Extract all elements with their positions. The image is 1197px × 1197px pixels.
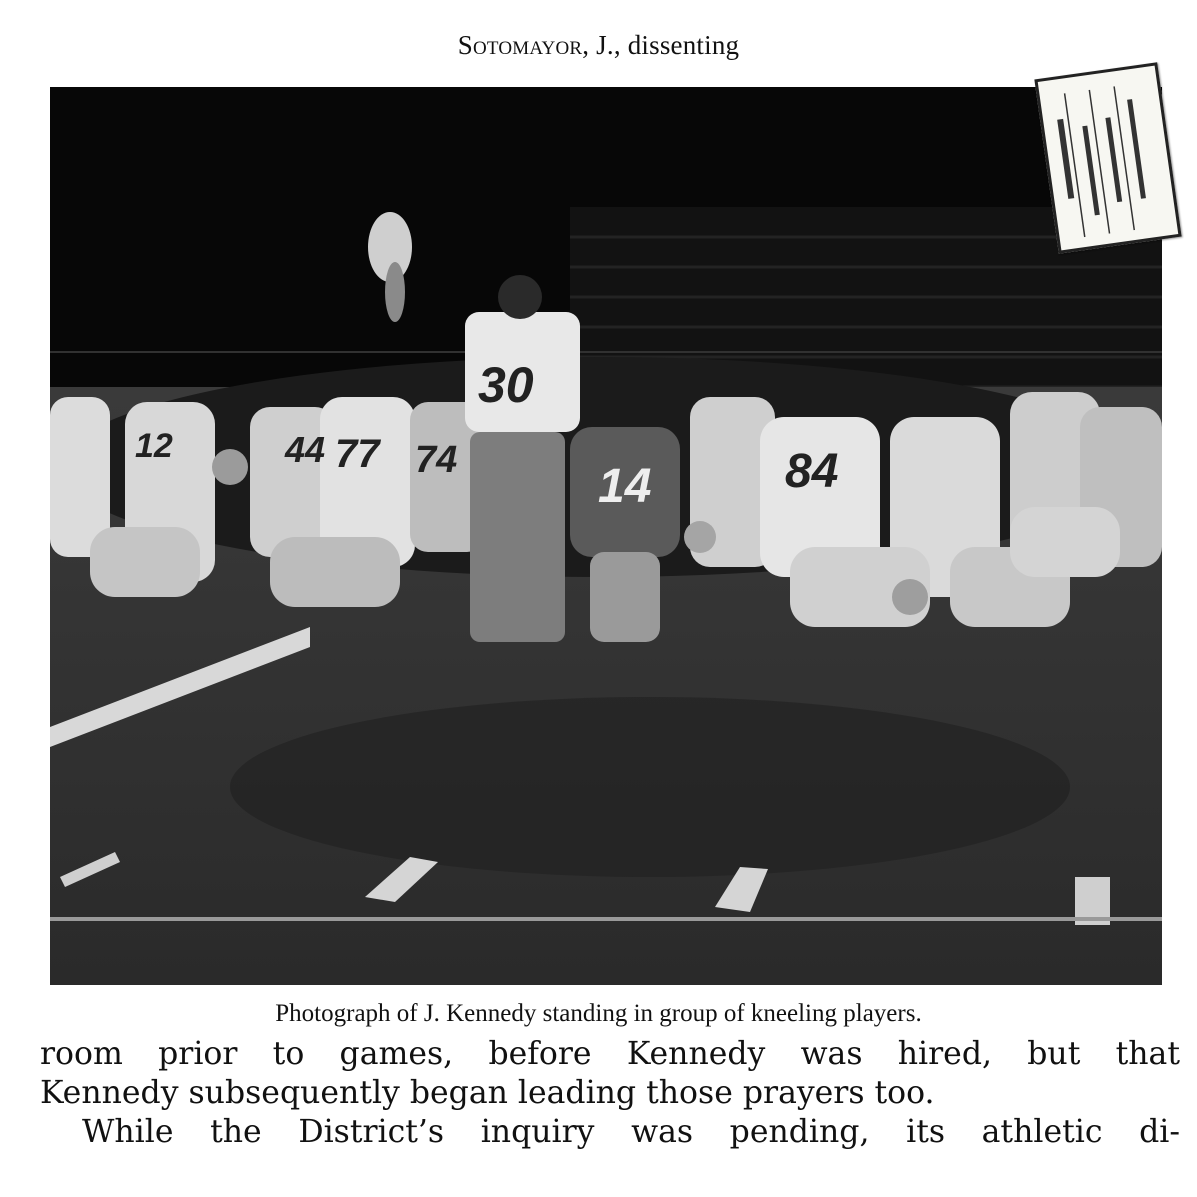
exhibit-sticker xyxy=(1034,62,1181,254)
justice-name: Sotomayor xyxy=(457,30,583,60)
jersey-14: 14 xyxy=(598,460,652,513)
jersey-77: 77 xyxy=(335,432,380,476)
running-header xyxy=(0,30,1197,61)
jersey-12: 12 xyxy=(135,427,173,465)
jersey-84: 84 xyxy=(785,445,839,498)
jersey-74: 74 xyxy=(415,439,458,481)
header-suffix: , J., dissenting xyxy=(582,30,740,60)
field-shadow xyxy=(230,697,1070,877)
jersey-44: 44 xyxy=(285,429,326,470)
sticker-markings xyxy=(1038,66,1179,251)
figure-caption: Photograph of J. Kennedy standing in group of kneeling players. xyxy=(275,1000,922,1027)
body-line: room prior to games, before Kennedy was hired, but that xyxy=(40,1036,1180,1072)
football-photo xyxy=(50,87,1162,985)
photo-illustration xyxy=(50,87,1162,985)
jersey-30: 30 xyxy=(478,357,534,413)
body-line: Kennedy subsequently began leading those prayers too. xyxy=(40,1075,935,1111)
body-line: While the District’s inquiry was pending, its athletic di- xyxy=(82,1114,1180,1150)
body-text xyxy=(40,1035,1180,1152)
